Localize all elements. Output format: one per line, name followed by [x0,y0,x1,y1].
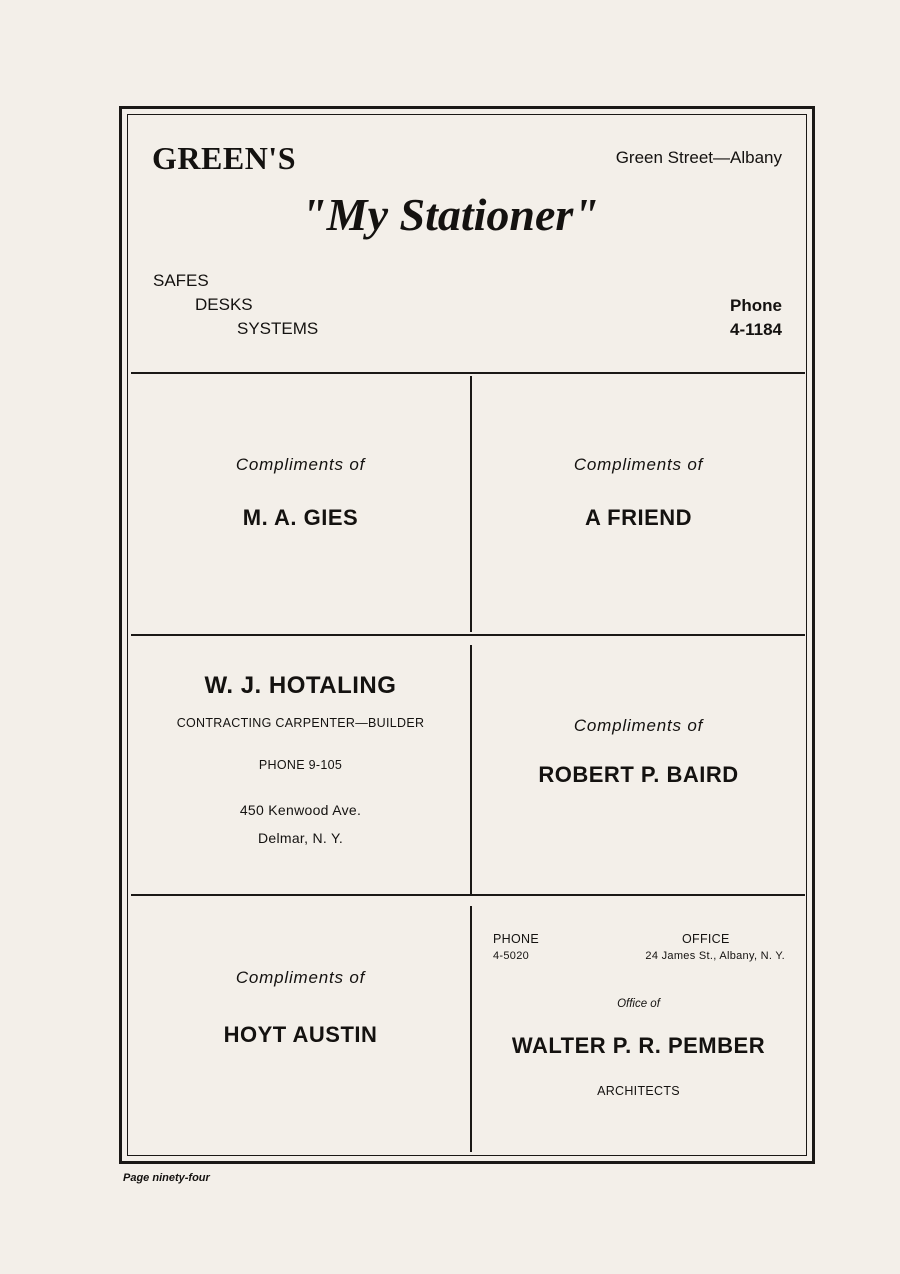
greens-phone-label: Phone [730,296,782,315]
friend-compliments: Compliments of [573,455,704,474]
friend-ad [472,455,805,531]
product-safes: SAFES [153,271,209,290]
hotaling-name: W. J. HOTALING [204,672,397,699]
hotaling-ad [133,672,468,846]
product-systems: SYSTEMS [237,319,319,338]
pember-office-address: 24 James St., Albany, N. Y. [645,950,785,962]
greens-phone-number: 4-1184 [730,320,782,339]
gies-ad [133,455,468,531]
austin-ad [133,968,468,1048]
baird-ad [472,716,805,788]
greens-name: GREEN'S [152,140,296,176]
gies-name: M. A. GIES [242,505,359,530]
greens-address: Green Street—Albany [615,148,782,167]
gies-compliments: Compliments of [235,455,366,474]
pember-profession: ARCHITECTS [597,1084,680,1098]
baird-name: ROBERT P. BAIRD [538,762,739,787]
divider-bottom [131,894,805,896]
greens-slogan: "My Stationer" [301,189,599,240]
baird-compliments: Compliments of [573,716,704,735]
divider-top [131,372,805,374]
hotaling-phone: PHONE 9-105 [258,758,343,772]
divider-middle [131,634,805,636]
page-number: Page ninety-four [123,1172,210,1184]
friend-name: A FRIEND [584,505,693,530]
greens-phone [730,294,782,342]
column-divider-3 [470,906,472,1152]
pember-office-of: Office of [617,998,660,1010]
pember-name: WALTER P. R. PEMBER [511,1033,766,1058]
pember-office-label: OFFICE [682,932,730,946]
hotaling-trade: CONTRACTING CARPENTER—BUILDER [176,716,425,730]
austin-compliments: Compliments of [235,968,366,987]
pember-phone-number: 4-5020 [493,950,530,962]
hotaling-city: Delmar, N. Y. [257,830,344,846]
product-desks: DESKS [195,295,253,314]
pember-phone-label: PHONE [493,932,539,946]
austin-name: HOYT AUSTIN [223,1022,378,1047]
hotaling-street: 450 Kenwood Ave. [239,802,362,818]
